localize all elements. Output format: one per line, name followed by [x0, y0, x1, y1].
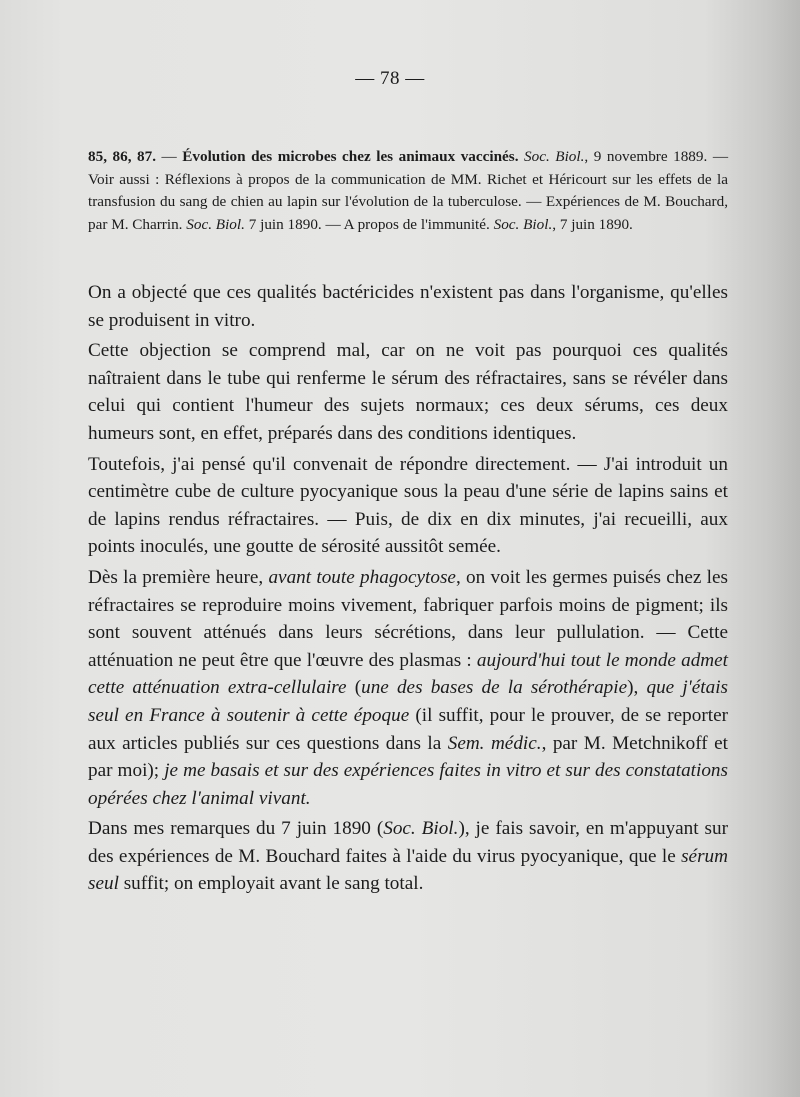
italic-run: sérum seul [88, 845, 728, 895]
text-run: Dans mes remarques du 7 juin 1890 ( [88, 818, 384, 840]
text-run: suffit; on employait avant le sang total. [118, 873, 424, 895]
reference-title: Évolution des microbes chez les animaux vaccinés. [182, 148, 519, 165]
reference-numbers: 85, 86, 87. [88, 148, 157, 165]
italic-run: une des bases de la sérothérapie [361, 677, 628, 699]
text-run: ), je fais savoir, en m'appuyant sur des expériences de M. Bouchard faites à l'aide du virus pyocyanique, que le [88, 818, 728, 867]
reference-text: , 7 juin 1890. [552, 215, 633, 233]
paragraph-2: Cette objection se comprend mal, car on ne voit pas pourquoi ces qualités naîtraient dans le tube qui renferme le sérum des réfractaires, sans se révéler dans celui qui contient l'humeur des sujets normaux; ces deux sérums, ces deux humeurs sont, en effet, préparés dans des conditions identiques. [88, 340, 728, 444]
text-run: (il suffit, pour le prouver, de se reporter aux articles publiés sur ces questions dans la [88, 704, 728, 754]
paragraph-3: Toutefois, j'ai pensé qu'il convenait de répondre directement. — J'ai introduit un centimètre cube de culture pyocyanique sous la peau d'une série de lapins sains et de lapins rendus réfractaires. — Puis, de dix en dix minutes, j'ai recueilli, aux points inoculés, une goutte de sérosité aussitôt semée. [88, 453, 728, 558]
paragraph-5 [88, 815, 728, 898]
text-run: , par M. Metchnikoff et par moi); [88, 732, 728, 782]
header-dash: — [156, 148, 183, 165]
text-run: ( [346, 677, 362, 699]
journal-name: Soc. Biol. [186, 215, 245, 233]
italic-run: Soc. Biol. [383, 818, 459, 840]
italic-run: avant toute phagocytose [268, 566, 456, 588]
reference-text: 7 juin 1890. — A propos de l'immunité. [244, 215, 494, 233]
paragraph-4 [88, 564, 728, 812]
text-run: ), [627, 677, 647, 699]
page-number: — 78 — [355, 68, 425, 89]
journal-name: Soc. Biol. [524, 148, 585, 165]
paragraph-1: On a objecté que ces qualités bactéricides n'existent pas dans l'organisme, qu'elles se produisent in vitro. [88, 282, 728, 331]
italic-run: que j'étais seul en France à soutenir à cette époque [88, 677, 729, 726]
italic-run: je me basais et sur des expériences faites in vitro et sur des constatations opérées chez l'animal vivant. [88, 760, 728, 809]
journal-name: Soc. Biol. [493, 215, 553, 233]
italic-run: Sem. médic. [447, 732, 542, 754]
reference-text: , 9 novembre 1889. — Voir aussi : Réflexions à propos de la communication de MM. Richet et Héricourt sur les effets de la transfusion du sang de chien au lapin sur l'évolution de la tuberculose. — Expériences de M. Bouchard, par M. Charrin. [88, 148, 729, 233]
text-run: , on voit les germes puisés chez les réfractaires se reproduire moins vivement, fabriquer parfois moins de pigment; ils sont souvent atténués dans leurs sécrétions, dans leur pullulation. — Cette atténuation ne peut être que l'œuvre des plasmas : [88, 566, 728, 671]
italic-run: aujourd'hui tout le monde admet cette atténuation extra-cellulaire [88, 649, 729, 699]
reference-header [88, 146, 728, 236]
body-text [88, 279, 728, 898]
text-run: Dès la première heure, [88, 566, 269, 588]
